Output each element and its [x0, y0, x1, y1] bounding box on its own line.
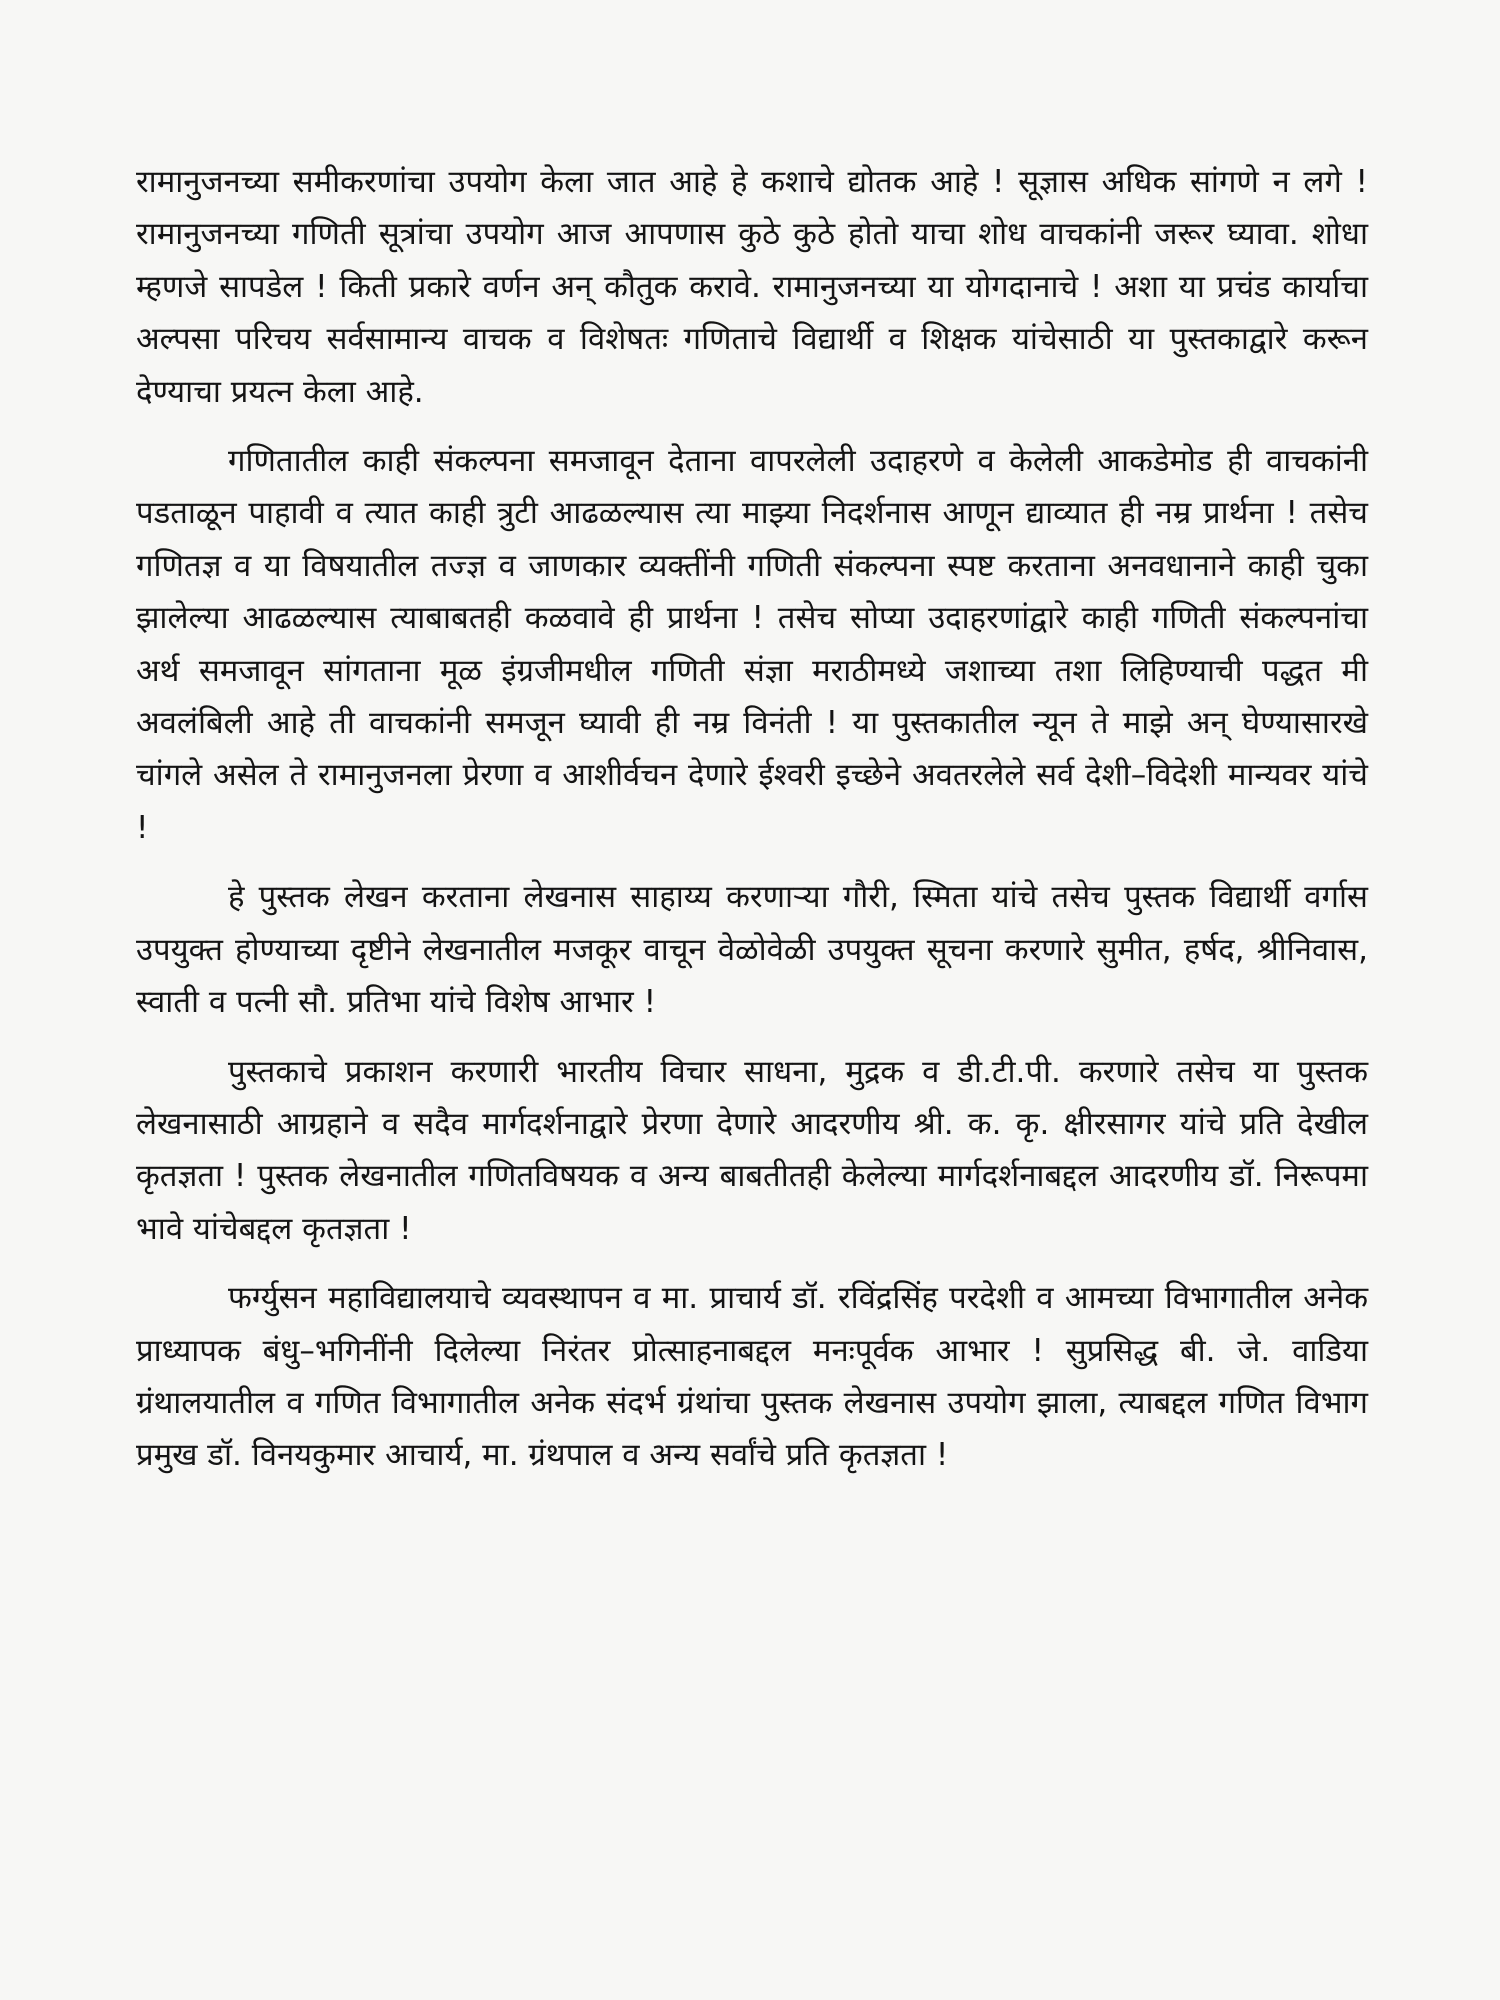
paragraph-2: गणितातील काही संकल्पना समजावून देताना वापरलेली उदाहरणे व केलेली आकडेमोड ही वाचकांनी पडताळून पाहावी व त्यात काही त्रुटी आढळल्यास त्या माझ्या निदर्शनास आणून द्याव्यात ही नम्र प्रार्थना ! तसेच गणितज्ञ व या विषयातील तज्ज्ञ व जाणकार व्यक्तींनी गणिती संकल्पना स्पष्ट करताना अनवधानाने काही चुका झालेल्या आढळल्यास त्याबाबतही कळवावे ही प्रार्थना ! तसेच सोप्या उदाहरणांद्वारे काही गणिती संकल्पनांचा अर्थ समजावून सांगताना मूळ इंग्रजीमधील गणिती संज्ञा मराठीमध्ये जशाच्या तशा लिहिण्याची पद्धत मी अवलंबिली आहे ती वाचकांनी समजून घ्यावी ही नम्र विनंती ! या पुस्तकातील न्यून ते माझे अन् घेण्यासारखे चांगले असेल ते रामानुजनला प्रेरणा व आशीर्वचन देणारे ईश्वरी इच्छेने अवतरलेले सर्व देशी–विदेशी मान्यवर यांचे ! [136, 443, 1368, 846]
paragraph-5: फर्ग्युसन महाविद्यालयाचे व्यवस्थापन व मा. प्राचार्य डॉ. रविंद्रसिंह परदेशी व आमच्या विभागातील अनेक प्राध्यापक बंधु–भगिनींनी दिलेल्या निरंतर प्रोत्साहनाबद्दल मनःपूर्वक आभार ! सुप्रसिद्ध बी. जे. वाडिया ग्रंथालयातील व गणित विभागातील अनेक संदर्भ ग्रंथांचा पुस्तक लेखनास उपयोग झाला, त्याबद्दल गणित विभाग प्रमुख डॉ. विनयकुमार आचार्य, मा. ग्रंथपाल व अन्य सर्वांचे प्रति कृतज्ञता ! [136, 1280, 1368, 1474]
document-body [136, 156, 1368, 1499]
paragraph-3: हे पुस्तक लेखन करताना लेखनास साहाय्य करणाऱ्या गौरी, स्मिता यांचे तसेच पुस्तक विद्यार्थी वर्गास उपयुक्त होण्याच्या दृष्टीने लेखनातील मजकूर वाचून वेळोवेळी उपयुक्त सूचना करणारे सुमीत, हर्षद, श्रीनिवास, स्वाती व पत्नी सौ. प्रतिभा यांचे विशेष आभार ! [136, 879, 1368, 1021]
paragraph-1: रामानुजनच्या समीकरणांचा उपयोग केला जात आहे हे कशाचे द्योतक आहे ! सूज्ञास अधिक सांगणे न लगे ! रामानुजनच्या गणिती सूत्रांचा उपयोग आज आपणास कुठे कुठे होतो याचा शोध वाचकांनी जरूर घ्यावा. शोधा म्हणजे सापडेल ! किती प्रकारे वर्णन अन् कौतुक करावे. रामानुजनच्या या योगदानाचे ! अशा या प्रचंड कार्याचा अल्पसा परिचय सर्वसामान्य वाचक व विशेषतः गणिताचे विद्यार्थी व शिक्षक यांचेसाठी या पुस्तकाद्वारे करून देण्याचा प्रयत्न केला आहे. [136, 164, 1368, 410]
paragraph-4: पुस्तकाचे प्रकाशन करणारी भारतीय विचार साधना, मुद्रक व डी.टी.पी. करणारे तसेच या पुस्तक लेखनासाठी आग्रहाने व सदैव मार्गदर्शनाद्वारे प्रेरणा देणारे आदरणीय श्री. क. कृ. क्षीरसागर यांचे प्रति देखील कृतज्ञता ! पुस्तक लेखनातील गणितविषयक व अन्य बाबतीतही केलेल्या मार्गदर्शनाबद्दल आदरणीय डॉ. निरूपमा भावे यांचेबद्दल कृतज्ञता ! [136, 1053, 1368, 1247]
